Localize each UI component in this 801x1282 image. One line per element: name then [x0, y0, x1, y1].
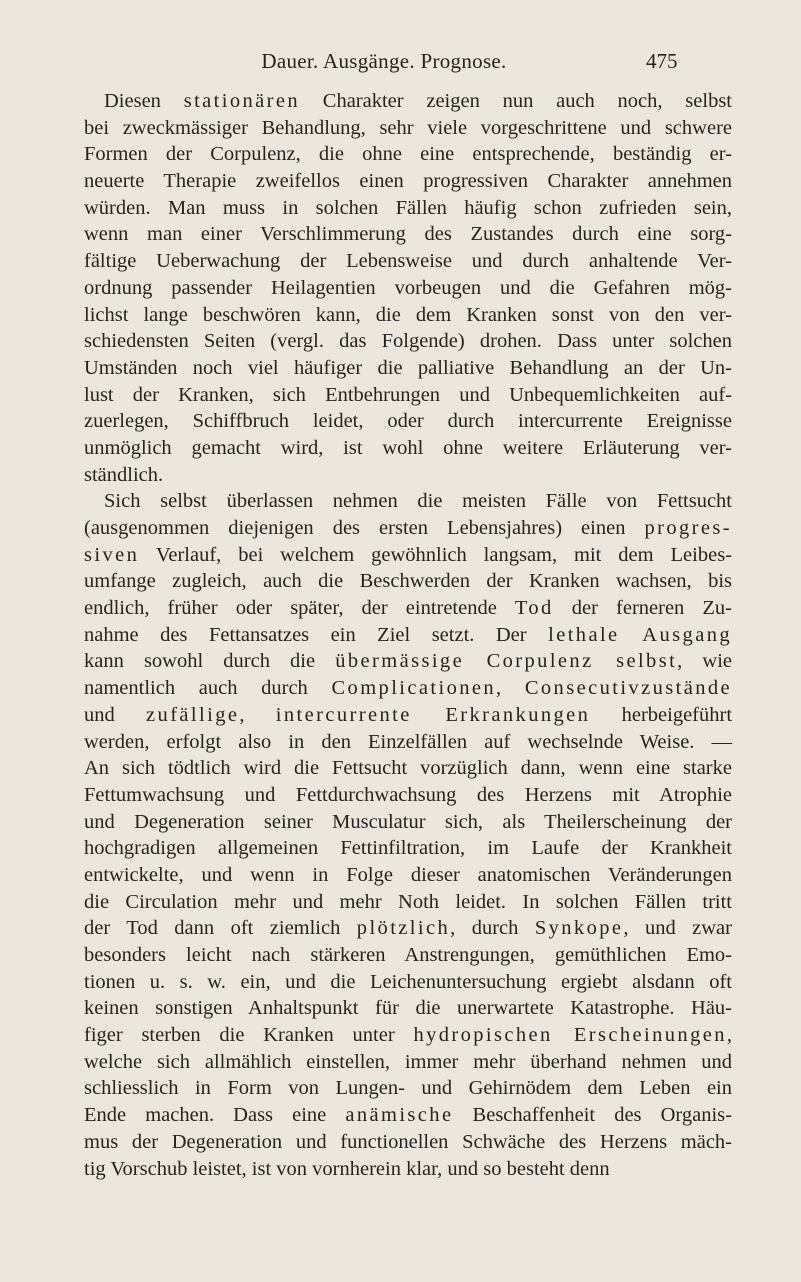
text-line	[84, 115, 732, 142]
text-segment: ,	[496, 677, 525, 700]
text-segment: keinen sonstigen Anhaltspunkt für die unerwartete Katastrophe. Häu-	[84, 997, 732, 1020]
text-line	[84, 969, 732, 996]
text-segment: die Circulation mehr und mehr Noth leidet. In solchen Fällen tritt	[84, 890, 732, 913]
text-line	[84, 221, 732, 248]
text-line	[84, 1102, 732, 1129]
text-line	[84, 435, 732, 462]
text-line	[84, 862, 732, 889]
text-segment: unmöglich gemacht wird, ist wohl ohne weitere Erläuterung ver-	[84, 436, 732, 459]
text-line	[84, 382, 732, 409]
text-line	[84, 622, 732, 649]
text-line	[84, 755, 732, 782]
text-line	[84, 675, 732, 702]
page-header	[0, 49, 801, 79]
text-line	[84, 889, 732, 916]
text-segment: figer sterben die Kranken unter	[84, 1024, 414, 1047]
spaced-emphasis-text: zufällige	[146, 703, 240, 726]
text-line	[84, 408, 732, 435]
text-line	[84, 195, 732, 222]
text-segment: , wie	[677, 650, 732, 673]
text-segment: Charakter zeigen nun auch noch, selbst	[300, 90, 732, 112]
text-line	[84, 1156, 732, 1183]
text-segment: wenn man einer Verschlimmerung des Zustandes durch eine sorg-	[84, 223, 732, 246]
text-segment: und Degeneration seiner Musculatur sich, als Theilerscheinung der	[84, 810, 732, 833]
text-line	[84, 88, 732, 115]
text-line	[84, 995, 732, 1022]
spaced-emphasis-text: stationären	[183, 90, 301, 112]
text-segment: Beschaffenheit des Organis-	[453, 1104, 732, 1127]
text-line	[84, 168, 732, 195]
text-segment: umfange zugleich, auch die Beschwerden der Kranken wachsen, bis	[84, 570, 732, 593]
text-line	[84, 915, 732, 942]
text-segment: Sich selbst überlassen nehmen die meisten Fälle von Fettsucht	[104, 490, 732, 513]
text-line	[84, 1129, 732, 1156]
spaced-emphasis-text: Synkope	[534, 917, 624, 940]
text-segment: schiedensten Seiten (vergl. das Folgende) drohen. Dass unter solchen	[84, 330, 732, 353]
text-segment: Verlauf, bei welchem gewöhnlich langsam, mit dem Leibes-	[139, 543, 732, 566]
text-line	[84, 729, 732, 756]
text-segment: An sich tödtlich wird die Fettsucht vorzüglich dann, wenn eine starke	[84, 757, 732, 780]
spaced-emphasis-text: lethale Ausgang	[548, 623, 732, 646]
text-segment: lichst lange beschwören kann, die dem Kranken sonst von den ver-	[84, 303, 732, 326]
text-line	[84, 1022, 732, 1049]
text-segment: würden. Man muss in solchen Fällen häufig schon zufrieden sein,	[84, 196, 732, 219]
text-segment: Umständen noch viel häufiger die palliative Behandlung an der Un-	[84, 356, 732, 379]
text-segment: ständlich.	[84, 463, 164, 486]
text-segment: Formen der Corpulenz, die ohne eine entsprechende, beständig er-	[84, 143, 732, 166]
text-line	[84, 355, 732, 382]
text-line	[84, 702, 732, 729]
spaced-emphasis-text: hydropischen Erscheinungen	[413, 1024, 727, 1047]
text-line	[84, 275, 732, 302]
text-segment: mus der Degeneration und functionellen Schwäche des Herzens mäch-	[84, 1130, 732, 1153]
text-segment: Fettumwachsung und Fettdurchwachsung des Herzens mit Atrophie	[84, 783, 732, 806]
text-segment: nahme des Fettansatzes ein Ziel setzt. Der	[84, 623, 549, 646]
spaced-emphasis-text: plötzlich	[356, 917, 451, 940]
text-segment: tionen u. s. w. ein, und die Leichenuntersuchung ergiebt alsdann oft	[84, 970, 732, 993]
text-line	[84, 1075, 732, 1102]
text-segment: welche sich allmählich einstellen, immer mehr überhand nehmen und	[84, 1050, 732, 1073]
spaced-emphasis-text: anämische	[345, 1104, 454, 1127]
text-segment: , durch	[450, 917, 535, 940]
spaced-emphasis-text: übermässige Corpulenz selbst	[335, 650, 678, 673]
page-number: 475	[646, 49, 678, 73]
spaced-emphasis-text: progres-	[644, 517, 732, 539]
spaced-emphasis-text: Consecutivzustände	[524, 677, 732, 700]
text-line	[84, 1049, 732, 1076]
text-line	[84, 302, 732, 329]
text-segment: Ende machen. Dass eine	[84, 1104, 346, 1127]
text-segment: der Tod dann oft ziemlich	[84, 917, 357, 940]
text-line	[84, 248, 732, 275]
text-segment: endlich, früher oder später, der eintretende	[84, 597, 515, 620]
text-segment: und	[84, 703, 147, 726]
text-line	[84, 942, 732, 969]
spaced-emphasis-text: Complicationen	[331, 677, 497, 700]
text-line	[84, 542, 732, 569]
text-segment: tig Vorschub leistet, ist von vornherein klar, und so besteht denn	[84, 1157, 610, 1180]
text-segment: entwickelte, und wenn in Folge dieser anatomischen Veränderungen	[84, 863, 732, 886]
text-segment: werden, erfolgt also in den Einzelfällen auf wechselnde Weise. —	[84, 730, 732, 753]
text-segment: Diesen	[104, 90, 184, 112]
text-line	[84, 782, 732, 809]
text-line	[84, 141, 732, 168]
text-segment: der ferneren Zu-	[553, 597, 732, 620]
text-line	[84, 835, 732, 862]
text-line	[84, 515, 732, 542]
text-line	[84, 809, 732, 836]
text-segment: namentlich auch durch	[84, 677, 332, 700]
text-segment: kann sowohl durch die	[84, 650, 336, 673]
text-line	[84, 328, 732, 355]
text-segment: bei zweckmässiger Behandlung, sehr viele vorgeschrittene und schwere	[84, 116, 732, 139]
text-line	[84, 488, 732, 515]
text-segment: ,	[239, 703, 276, 726]
text-segment: hochgradigen allgemeinen Fettinfiltration, im Laufe der Krankheit	[84, 837, 732, 860]
running-head: Dauer. Ausgänge. Prognose.	[261, 49, 507, 73]
spaced-emphasis-text: Tod	[514, 597, 554, 620]
spaced-emphasis-text: intercurrente Erkrankungen	[275, 703, 591, 726]
text-segment: schliesslich in Form von Lungen- und Gehirnödem dem Leben ein	[84, 1077, 732, 1100]
text-segment: , und zwar	[623, 917, 732, 940]
text-line	[84, 462, 732, 489]
text-line	[84, 568, 732, 595]
text-segment: zuerlegen, Schiffbruch leidet, oder durch intercurrente Ereignisse	[84, 410, 732, 433]
text-segment: fältige Ueberwachung der Lebensweise und durch anhaltende Ver-	[84, 250, 732, 273]
spaced-emphasis-text: siven	[84, 543, 140, 566]
text-segment: besonders leicht nach stärkeren Anstrengungen, gemüthlichen Emo-	[84, 944, 732, 966]
text-line	[84, 648, 732, 675]
text-segment: lust der Kranken, sich Entbehrungen und Unbequemlichkeiten auf-	[84, 383, 732, 406]
text-segment: ,	[726, 1024, 733, 1047]
text-segment: ordnung passender Heilagentien vorbeugen und die Gefahren mög-	[84, 276, 732, 299]
text-segment: (ausgenommen diejenigen des ersten Lebensjahres) einen	[84, 517, 645, 539]
text-line	[84, 595, 732, 622]
body-text	[84, 88, 732, 1182]
text-segment: herbeigeführt	[590, 703, 733, 726]
text-segment: neuerte Therapie zweifellos einen progressiven Charakter annehmen	[84, 170, 732, 193]
